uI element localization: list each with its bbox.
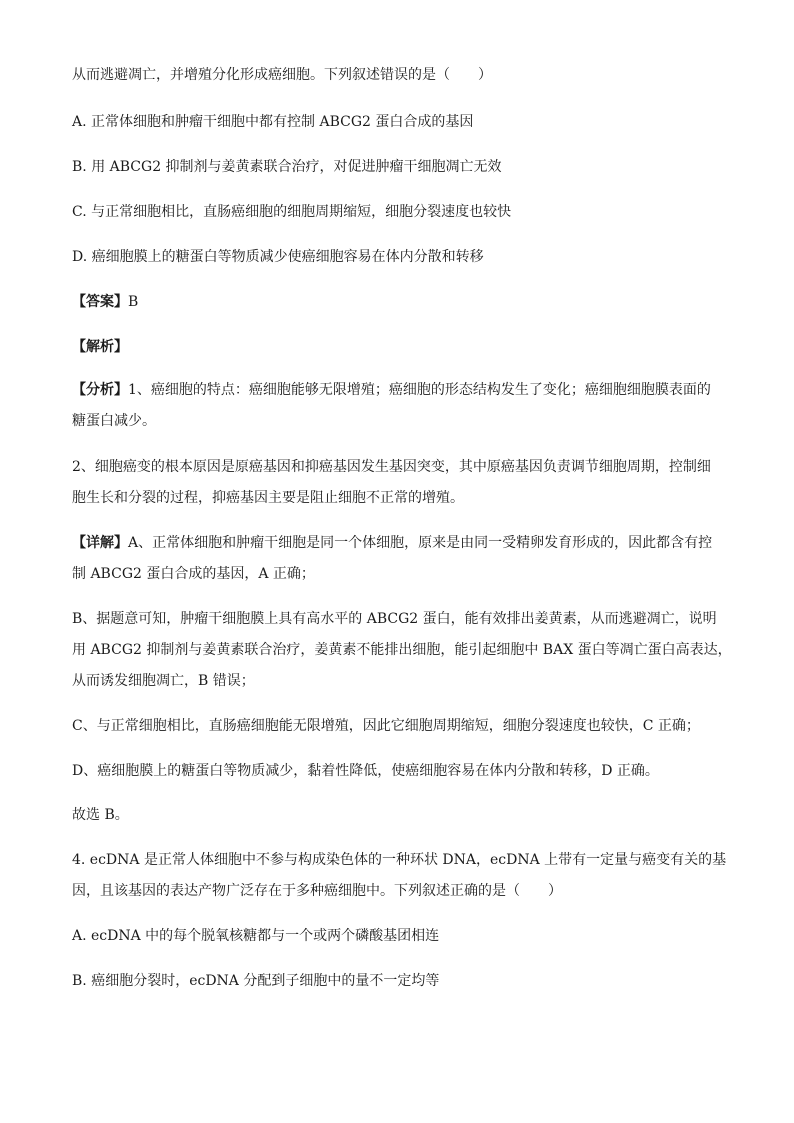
analysis-text: 1、癌细胞的特点：癌细胞能够无限增殖；癌细胞的形态结构发生了变化；癌细胞细胞膜表面的 xyxy=(128,382,711,398)
analysis-label: 【分析】 xyxy=(72,382,128,398)
conclusion-line: 故选 B。 xyxy=(72,807,129,823)
answer-label: 【答案】 xyxy=(72,294,128,310)
detail-line-2: 制 ABCG2 蛋白合成的基因，A 正确； xyxy=(72,566,315,582)
option-b: B. 用 ABCG2 抑制剂与姜黄素联合治疗，对促进肿瘤干细胞凋亡无效 xyxy=(72,159,502,175)
detail-label: 【详解】 xyxy=(72,535,128,551)
option-a: A. 正常体细胞和肿瘤干细胞中都有控制 ABCG2 蛋白合成的基因 xyxy=(72,114,474,130)
detail-d-line: D、癌细胞膜上的糖蛋白等物质减少，黏着性降低，使癌细胞容易在体内分散和转移，D 正确。 xyxy=(72,763,659,779)
detail-b-line-2: 用 ABCG2 抑制剂与姜黄素联合治疗，姜黄素不能排出细胞，能引起细胞中 BAX 蛋白等凋亡蛋白高表达， xyxy=(72,642,732,658)
detail-b-line-1: B、据题意可知，肿瘤干细胞膜上具有高水平的 ABCG2 蛋白，能有效排出姜黄素，从而逃避凋亡，说明 xyxy=(72,611,717,627)
option-d: D. 癌细胞膜上的糖蛋白等物质减少使癌细胞容易在体内分散和转移 xyxy=(72,249,484,265)
question-stem-continuation: 从而逃避凋亡，并增殖分化形成癌细胞。下列叙述错误的是（ ） xyxy=(72,67,492,83)
option-c: C. 与正常细胞相比，直肠癌细胞的细胞周期缩短，细胞分裂速度也较快 xyxy=(72,204,512,220)
question-4-option-a: A. ecDNA 中的每个脱氧核糖都与一个或两个磷酸基团相连 xyxy=(72,928,440,944)
analysis-line-2: 糖蛋白减少。 xyxy=(72,413,156,429)
answer-value: B xyxy=(128,294,139,310)
question-4-stem-line-2: 因，且该基因的表达产物广泛存在于多种癌细胞中。下列叙述正确的是（ ） xyxy=(72,883,562,899)
question-4-stem-line-1: 4. ecDNA 是正常人体细胞中不参与构成染色体的一种环状 DNA，ecDNA 上带有一定量与癌变有关的基 xyxy=(72,852,727,868)
question-4-option-b: B. 癌细胞分裂时，ecDNA 分配到子细胞中的量不一定均等 xyxy=(72,973,440,989)
detail-text: A、正常体细胞和肿瘤干细胞是同一个体细胞，原来是由同一受精卵发育形成的，因此都含有控 xyxy=(128,535,713,551)
analysis-point-2-line-1: 2、细胞癌变的根本原因是原癌基因和抑癌基因发生基因突变，其中原癌基因负责调节细胞周期，控制细 xyxy=(72,459,711,475)
detail-c-line: C、与正常细胞相比，直肠癌细胞能无限增殖，因此它细胞周期缩短，细胞分裂速度也较快，C 正确； xyxy=(72,718,700,734)
explanation-heading: 【解析】 xyxy=(72,339,128,355)
detail-b-line-3: 从而诱发细胞凋亡，B 错误； xyxy=(72,673,255,689)
analysis-line-1 xyxy=(72,381,711,399)
answer-line xyxy=(72,293,138,311)
detail-line-1 xyxy=(72,534,712,552)
analysis-point-2-line-2: 胞生长和分裂的过程，抑癌基因主要是阻止细胞不正常的增殖。 xyxy=(72,490,464,506)
